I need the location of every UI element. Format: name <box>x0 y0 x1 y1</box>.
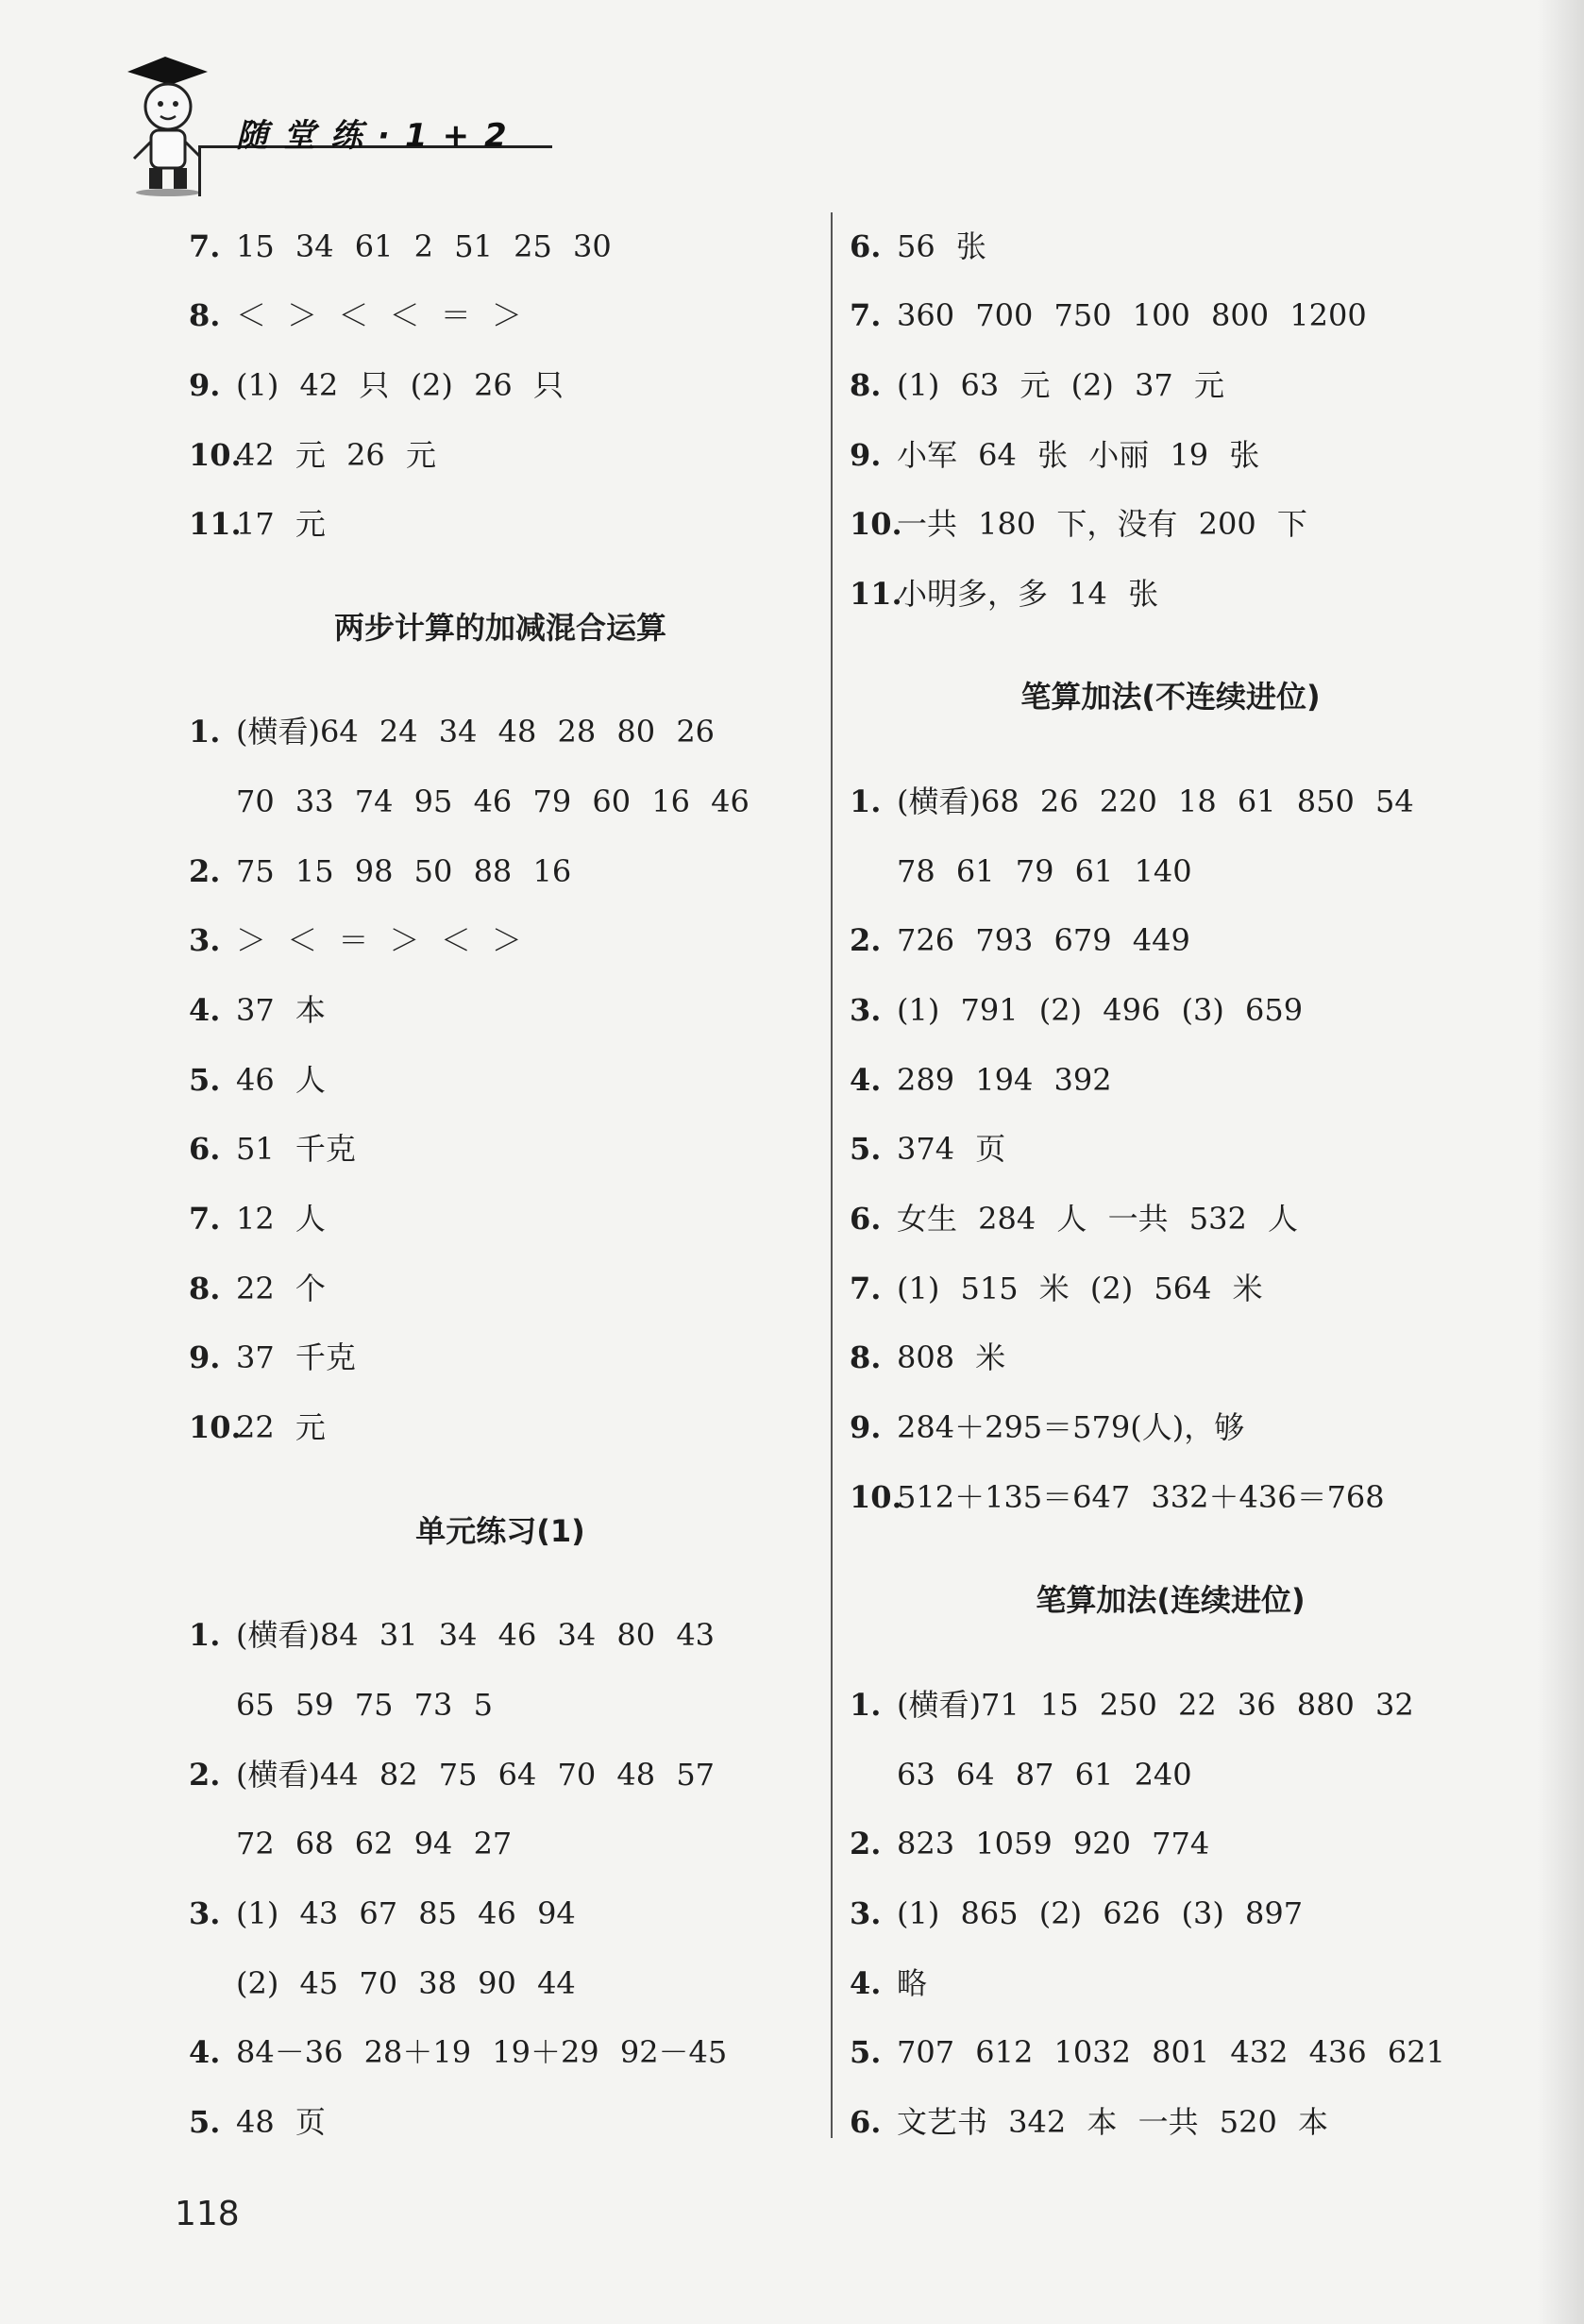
list-item: 5. 48 页 <box>189 2104 326 2140</box>
list-item: 9. 284＋295＝579(人)，够 <box>850 1409 1245 1445</box>
list-item: 11.17 元 <box>189 506 326 542</box>
list-item: 10.512＋135＝647 332＋436＝768 <box>850 1479 1385 1515</box>
list-item: 9. (1) 42 只 (2) 26 只 <box>189 367 564 403</box>
list-item: 4. 289 194 392 <box>850 1062 1112 1098</box>
section-heading: 单元练习(1) <box>415 1513 585 1549</box>
section-heading: 两步计算的加减混合运算 <box>333 610 666 646</box>
list-item: 6. 56 张 <box>850 228 986 264</box>
list-item: 3. (1) 865 (2) 626 (3) 897 <box>850 1895 1304 1931</box>
list-item: 5. 46 人 <box>189 1062 326 1098</box>
list-item: 7. 15 34 61 2 51 25 30 <box>189 228 612 264</box>
list-item: 11.小明多，多 14 张 <box>850 576 1159 612</box>
list-item: 3. (1) 791 (2) 496 (3) 659 <box>850 992 1304 1028</box>
list-item: 2. 726 793 679 449 <box>850 922 1190 958</box>
list-item: 2. 823 1059 920 774 <box>850 1826 1210 1861</box>
list-item: 6. 文艺书 342 本 一共 520 本 <box>850 2104 1329 2140</box>
list-item: (2) 45 70 38 90 44 <box>236 1965 576 2001</box>
list-item: 78 61 79 61 140 <box>897 853 1192 889</box>
list-item: 4. 略 <box>850 1965 928 2001</box>
list-item: 5. 374 页 <box>850 1131 1006 1167</box>
list-item: 6. 女生 284 人 一共 532 人 <box>850 1201 1299 1237</box>
list-item: 1. (横看)84 31 34 46 34 80 43 <box>189 1617 716 1653</box>
list-item: 10.42 元 26 元 <box>189 437 436 473</box>
list-item: 10.22 元 <box>189 1409 326 1445</box>
list-item: 9. 37 千克 <box>189 1339 356 1375</box>
list-item: 70 33 74 95 46 79 60 16 46 <box>236 783 750 819</box>
list-item: 7. (1) 515 米 (2) 564 米 <box>850 1271 1263 1306</box>
list-item: 8. ＜ ＞ ＜ ＜ ＝ ＞ <box>189 297 522 333</box>
section-heading: 笔算加法(不连续进位) <box>1020 679 1321 715</box>
section-heading: 笔算加法(连续进位) <box>1036 1582 1306 1618</box>
list-item: 4. 84－36 28＋19 19＋29 92－45 <box>189 2034 728 2070</box>
list-item: 4. 37 本 <box>189 992 326 1028</box>
list-item: 2. 75 15 98 50 88 16 <box>189 853 572 889</box>
page-header <box>123 55 548 196</box>
list-item: 8. (1) 63 元 (2) 37 元 <box>850 367 1224 403</box>
list-item: 1. (横看)64 24 34 48 28 80 26 <box>189 714 716 749</box>
page-number: 118 <box>175 2195 240 2233</box>
list-item: 7. 360 700 750 100 800 1200 <box>850 297 1367 333</box>
list-item: 3. (1) 43 67 85 46 94 <box>189 1895 576 1931</box>
list-item: 1. (横看)68 26 220 18 61 850 54 <box>850 783 1414 819</box>
list-item: 1. (横看)71 15 250 22 36 880 32 <box>850 1687 1414 1723</box>
column-divider <box>831 212 833 2138</box>
list-item: 2. (横看)44 82 75 64 70 48 57 <box>189 1757 716 1793</box>
list-item: 10.一共 180 下，没有 200 下 <box>850 506 1307 542</box>
list-item: 6. 51 千克 <box>189 1131 356 1167</box>
list-item: 63 64 87 61 240 <box>897 1757 1192 1793</box>
page-edge-shadow <box>1537 0 1584 2324</box>
list-item: 5. 707 612 1032 801 432 436 621 <box>850 2034 1445 2070</box>
header-rule-vertical <box>198 145 201 196</box>
list-item: 9. 小军 64 张 小丽 19 张 <box>850 437 1260 473</box>
list-item: 65 59 75 73 5 <box>236 1687 493 1723</box>
list-item: 8. 22 个 <box>189 1271 326 1306</box>
list-item: 72 68 62 94 27 <box>236 1826 513 1861</box>
header-title: 随堂练·1+2 <box>236 117 522 155</box>
list-item: 7. 12 人 <box>189 1201 326 1237</box>
list-item: 8. 808 米 <box>850 1339 1006 1375</box>
list-item: 3. ＞ ＜ ＝ ＞ ＜ ＞ <box>189 922 522 958</box>
